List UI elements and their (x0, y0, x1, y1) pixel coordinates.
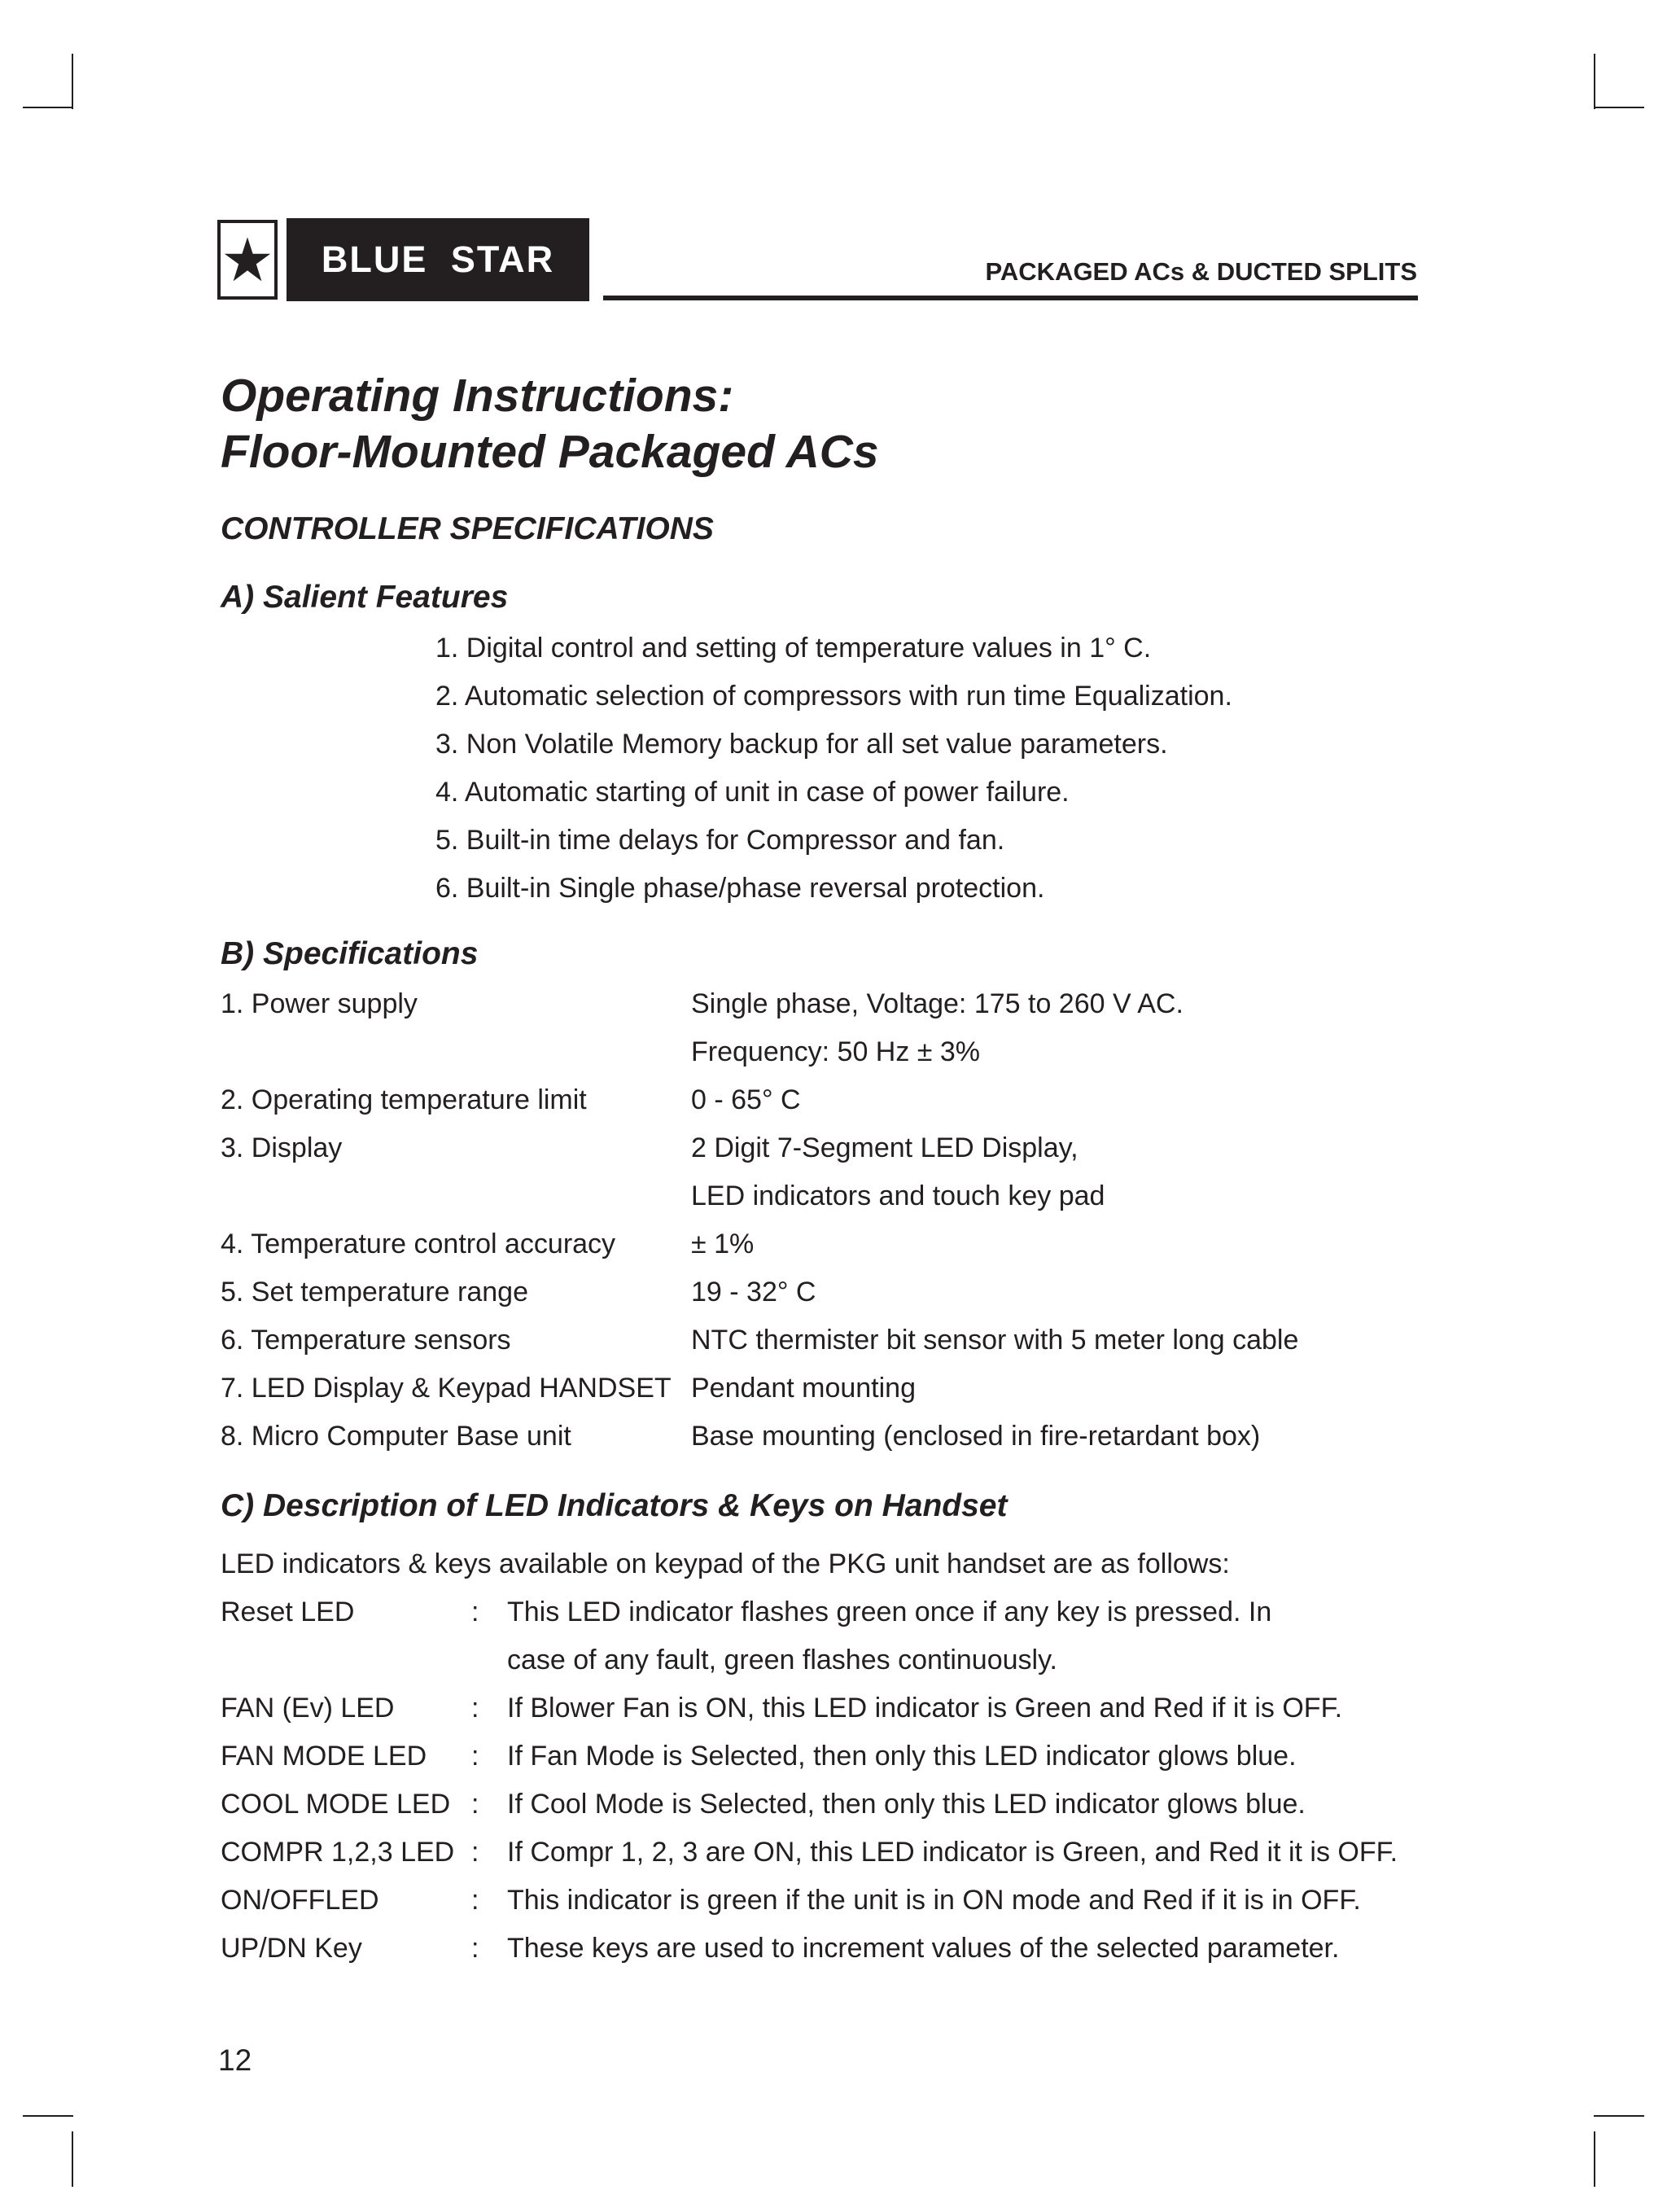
led-label: FAN (Ev) LED (221, 1693, 395, 1724)
crop-mark (1594, 54, 1595, 109)
spec-label (221, 1172, 691, 1220)
led-label: COOL MODE LED (221, 1789, 451, 1820)
led-separator: : (471, 1789, 479, 1820)
spec-value: ± 1% (691, 1229, 755, 1259)
spec-label: 3. Display (221, 1132, 343, 1163)
brand-logo-star (217, 220, 278, 300)
list-item: 6. Built-in Single phase/phase reversal protection. (435, 873, 1045, 904)
led-description: If Compr 1, 2, 3 are ON, this LED indicator is Green, and Red it it is OFF. (507, 1837, 1398, 1868)
table-row (221, 1829, 1398, 1877)
section-subtitle: CONTROLLER SPECIFICATIONS (221, 511, 714, 546)
table-row (221, 1781, 1398, 1829)
page-number: 12 (218, 2043, 252, 2077)
table-row (221, 1268, 1298, 1316)
led-description: These keys are used to increment values of the selected parameter. (507, 1933, 1340, 1964)
crop-mark (23, 107, 73, 108)
crop-mark (1594, 2115, 1644, 2117)
spec-label: 1. Power supply (221, 988, 418, 1019)
spec-value: NTC thermister bit sensor with 5 meter long cable (691, 1325, 1299, 1356)
page-title-line2: Floor-Mounted Packaged ACs (221, 426, 879, 478)
specifications-heading: B) Specifications (221, 936, 479, 971)
list-item: 1. Digital control and setting of temperature values in 1° C. (435, 633, 1152, 664)
spec-label: 4. Temperature control accuracy (221, 1229, 616, 1259)
header-section-label: PACKAGED ACs & DUCTED SPLITS (985, 257, 1417, 286)
led-label: COMPR 1,2,3 LED (221, 1837, 455, 1868)
header-divider (603, 296, 1418, 300)
led-separator: : (471, 1933, 479, 1964)
spec-value: Base mounting (enclosed in fire-retardant box) (691, 1421, 1261, 1452)
brand-logo (287, 218, 589, 301)
led-separator: : (471, 1693, 479, 1724)
spec-label: 8. Micro Computer Base unit (221, 1421, 571, 1452)
spec-value: LED indicators and touch key pad (691, 1180, 1105, 1211)
led-intro: LED indicators & keys available on keypad of the PKG unit handset are as follows: (221, 1548, 1230, 1579)
table-row (221, 1925, 1398, 1973)
crop-mark (1594, 107, 1644, 108)
brand-name: BLUE STAR (321, 239, 555, 280)
table-row (221, 980, 1298, 1028)
page-title (221, 368, 879, 480)
crop-mark (72, 54, 73, 109)
led-label: Reset LED (221, 1597, 355, 1627)
led-label: FAN MODE LED (221, 1741, 427, 1772)
table-row (221, 1172, 1298, 1220)
led-table (221, 1588, 1398, 1973)
crop-mark (1594, 2131, 1595, 2187)
table-row (221, 1364, 1298, 1413)
led-label (221, 1636, 471, 1684)
table-row (221, 1124, 1298, 1172)
star-icon (223, 235, 272, 284)
page-title-line1: Operating Instructions: (221, 370, 734, 422)
spec-value: Single phase, Voltage: 175 to 260 V AC. (691, 988, 1184, 1019)
list-item: 4. Automatic starting of unit in case of power failure. (435, 777, 1070, 808)
crop-mark (23, 2115, 73, 2117)
list-item: 2. Automatic selection of compressors with run time Equalization. (435, 681, 1232, 712)
spec-label: 5. Set temperature range (221, 1277, 529, 1307)
spec-label (221, 1028, 691, 1076)
led-label: ON/OFFLED (221, 1885, 379, 1916)
led-label: UP/DN Key (221, 1933, 362, 1964)
list-item: 3. Non Volatile Memory backup for all set value parameters. (435, 729, 1168, 760)
list-item: 5. Built-in time delays for Compressor and fan. (435, 825, 1005, 856)
spec-value: 0 - 65° C (691, 1084, 801, 1115)
led-description: If Cool Mode is Selected, then only this LED indicator glows blue. (507, 1789, 1306, 1820)
spec-value: 2 Digit 7-Segment LED Display, (691, 1132, 1079, 1163)
table-row (221, 1413, 1298, 1461)
led-description: case of any fault, green flashes continuously. (507, 1645, 1057, 1675)
features-list (435, 624, 1232, 913)
table-row (221, 1636, 1398, 1684)
table-row (221, 1028, 1298, 1076)
specifications-table (221, 980, 1298, 1461)
table-row (221, 1732, 1398, 1781)
table-row (221, 1220, 1298, 1268)
spec-label: 2. Operating temperature limit (221, 1084, 587, 1115)
spec-value: Frequency: 50 Hz ± 3% (691, 1036, 981, 1067)
led-separator: : (471, 1597, 479, 1627)
led-separator: : (471, 1885, 479, 1916)
spec-value: Pendant mounting (691, 1373, 916, 1404)
led-description: This LED indicator flashes green once if any key is pressed. In (507, 1597, 1272, 1627)
table-row (221, 1684, 1398, 1732)
led-separator: : (471, 1837, 479, 1868)
led-separator: : (471, 1741, 479, 1772)
table-row (221, 1316, 1298, 1364)
spec-value: 19 - 32° C (691, 1277, 816, 1307)
table-row (221, 1877, 1398, 1925)
crop-mark (72, 2131, 73, 2187)
table-row (221, 1076, 1298, 1124)
led-description: If Fan Mode is Selected, then only this LED indicator glows blue. (507, 1741, 1297, 1772)
features-heading: A) Salient Features (221, 580, 509, 615)
table-row (221, 1588, 1398, 1636)
led-heading: C) Description of LED Indicators & Keys on Handset (221, 1488, 1008, 1523)
led-description: This indicator is green if the unit is in ON mode and Red if it is in OFF. (507, 1885, 1361, 1916)
spec-label: 7. LED Display & Keypad HANDSET (221, 1373, 672, 1404)
spec-label: 6. Temperature sensors (221, 1325, 511, 1356)
led-description: If Blower Fan is ON, this LED indicator is Green and Red if it is OFF. (507, 1693, 1343, 1724)
